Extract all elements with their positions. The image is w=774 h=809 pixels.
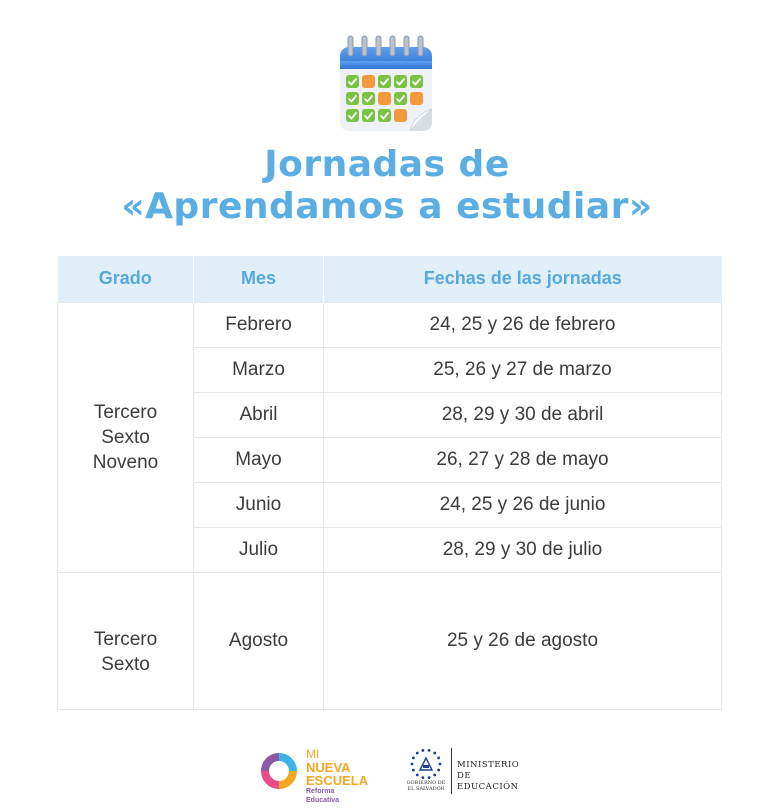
header-grado: Grado [58,256,194,302]
grado-label: Noveno [92,451,159,473]
logo-divider [451,748,452,794]
table-header-row [58,256,722,302]
mes-cell: Marzo [194,347,324,392]
logo-nueva: NUEVA [306,760,351,775]
fechas-cell: 25 y 26 de agosto [324,572,722,709]
fechas-cell: 25, 26 y 27 de marzo [324,347,722,392]
grado-cell [58,572,194,709]
ministerio-text [457,760,530,793]
logo-reforma: Reforma Educativa [306,788,340,804]
mes-cell: Junio [194,482,324,527]
header-fechas: Fechas de las jornadas [324,256,722,302]
mes-cell: Julio [194,527,324,572]
gobierno-line2: EL SALVADOR [407,786,445,792]
mi-nueva-escuela-logo [258,746,369,804]
grado-label: Tercero [93,401,158,423]
table-row [58,302,722,347]
fechas-cell: 24, 25 y 26 de junio [324,482,722,527]
fechas-cell: 24, 25 y 26 de febrero [324,302,722,347]
mes-cell: Abril [194,392,324,437]
calendar-icon [336,33,438,133]
table-row [58,572,722,709]
ministerio-line2: DE EDUCACIÓN [457,771,519,792]
el-salvador-seal-icon [405,746,447,782]
ministerio-logo [405,746,530,796]
grado-label: Sexto [101,426,150,448]
logo-mi: MI [306,747,320,761]
page-title-line1: Jornadas de [264,144,510,185]
gobierno-line1: GOBIERNO DE [406,780,446,786]
logo-text [306,748,368,805]
ministerio-line1: MINISTERIO [457,760,520,770]
mes-cell: Agosto [194,572,324,709]
fechas-cell: 28, 29 y 30 de abril [324,392,722,437]
grado-cell [58,302,194,572]
grado-label: Tercero [93,628,158,650]
mi-nueva-escuela-ring-icon [258,750,300,792]
mes-cell: Febrero [194,302,324,347]
schedule-table [57,256,722,710]
page-title-line2: «Aprendamos a estudiar» [121,186,653,227]
fechas-cell: 26, 27 y 28 de mayo [324,437,722,482]
gobierno-text [405,780,447,792]
grado-label: Sexto [101,653,150,675]
logo-escuela: ESCUELA [306,773,369,788]
mes-cell: Mayo [194,437,324,482]
header-mes: Mes [194,256,324,302]
fechas-cell: 28, 29 y 30 de julio [324,527,722,572]
